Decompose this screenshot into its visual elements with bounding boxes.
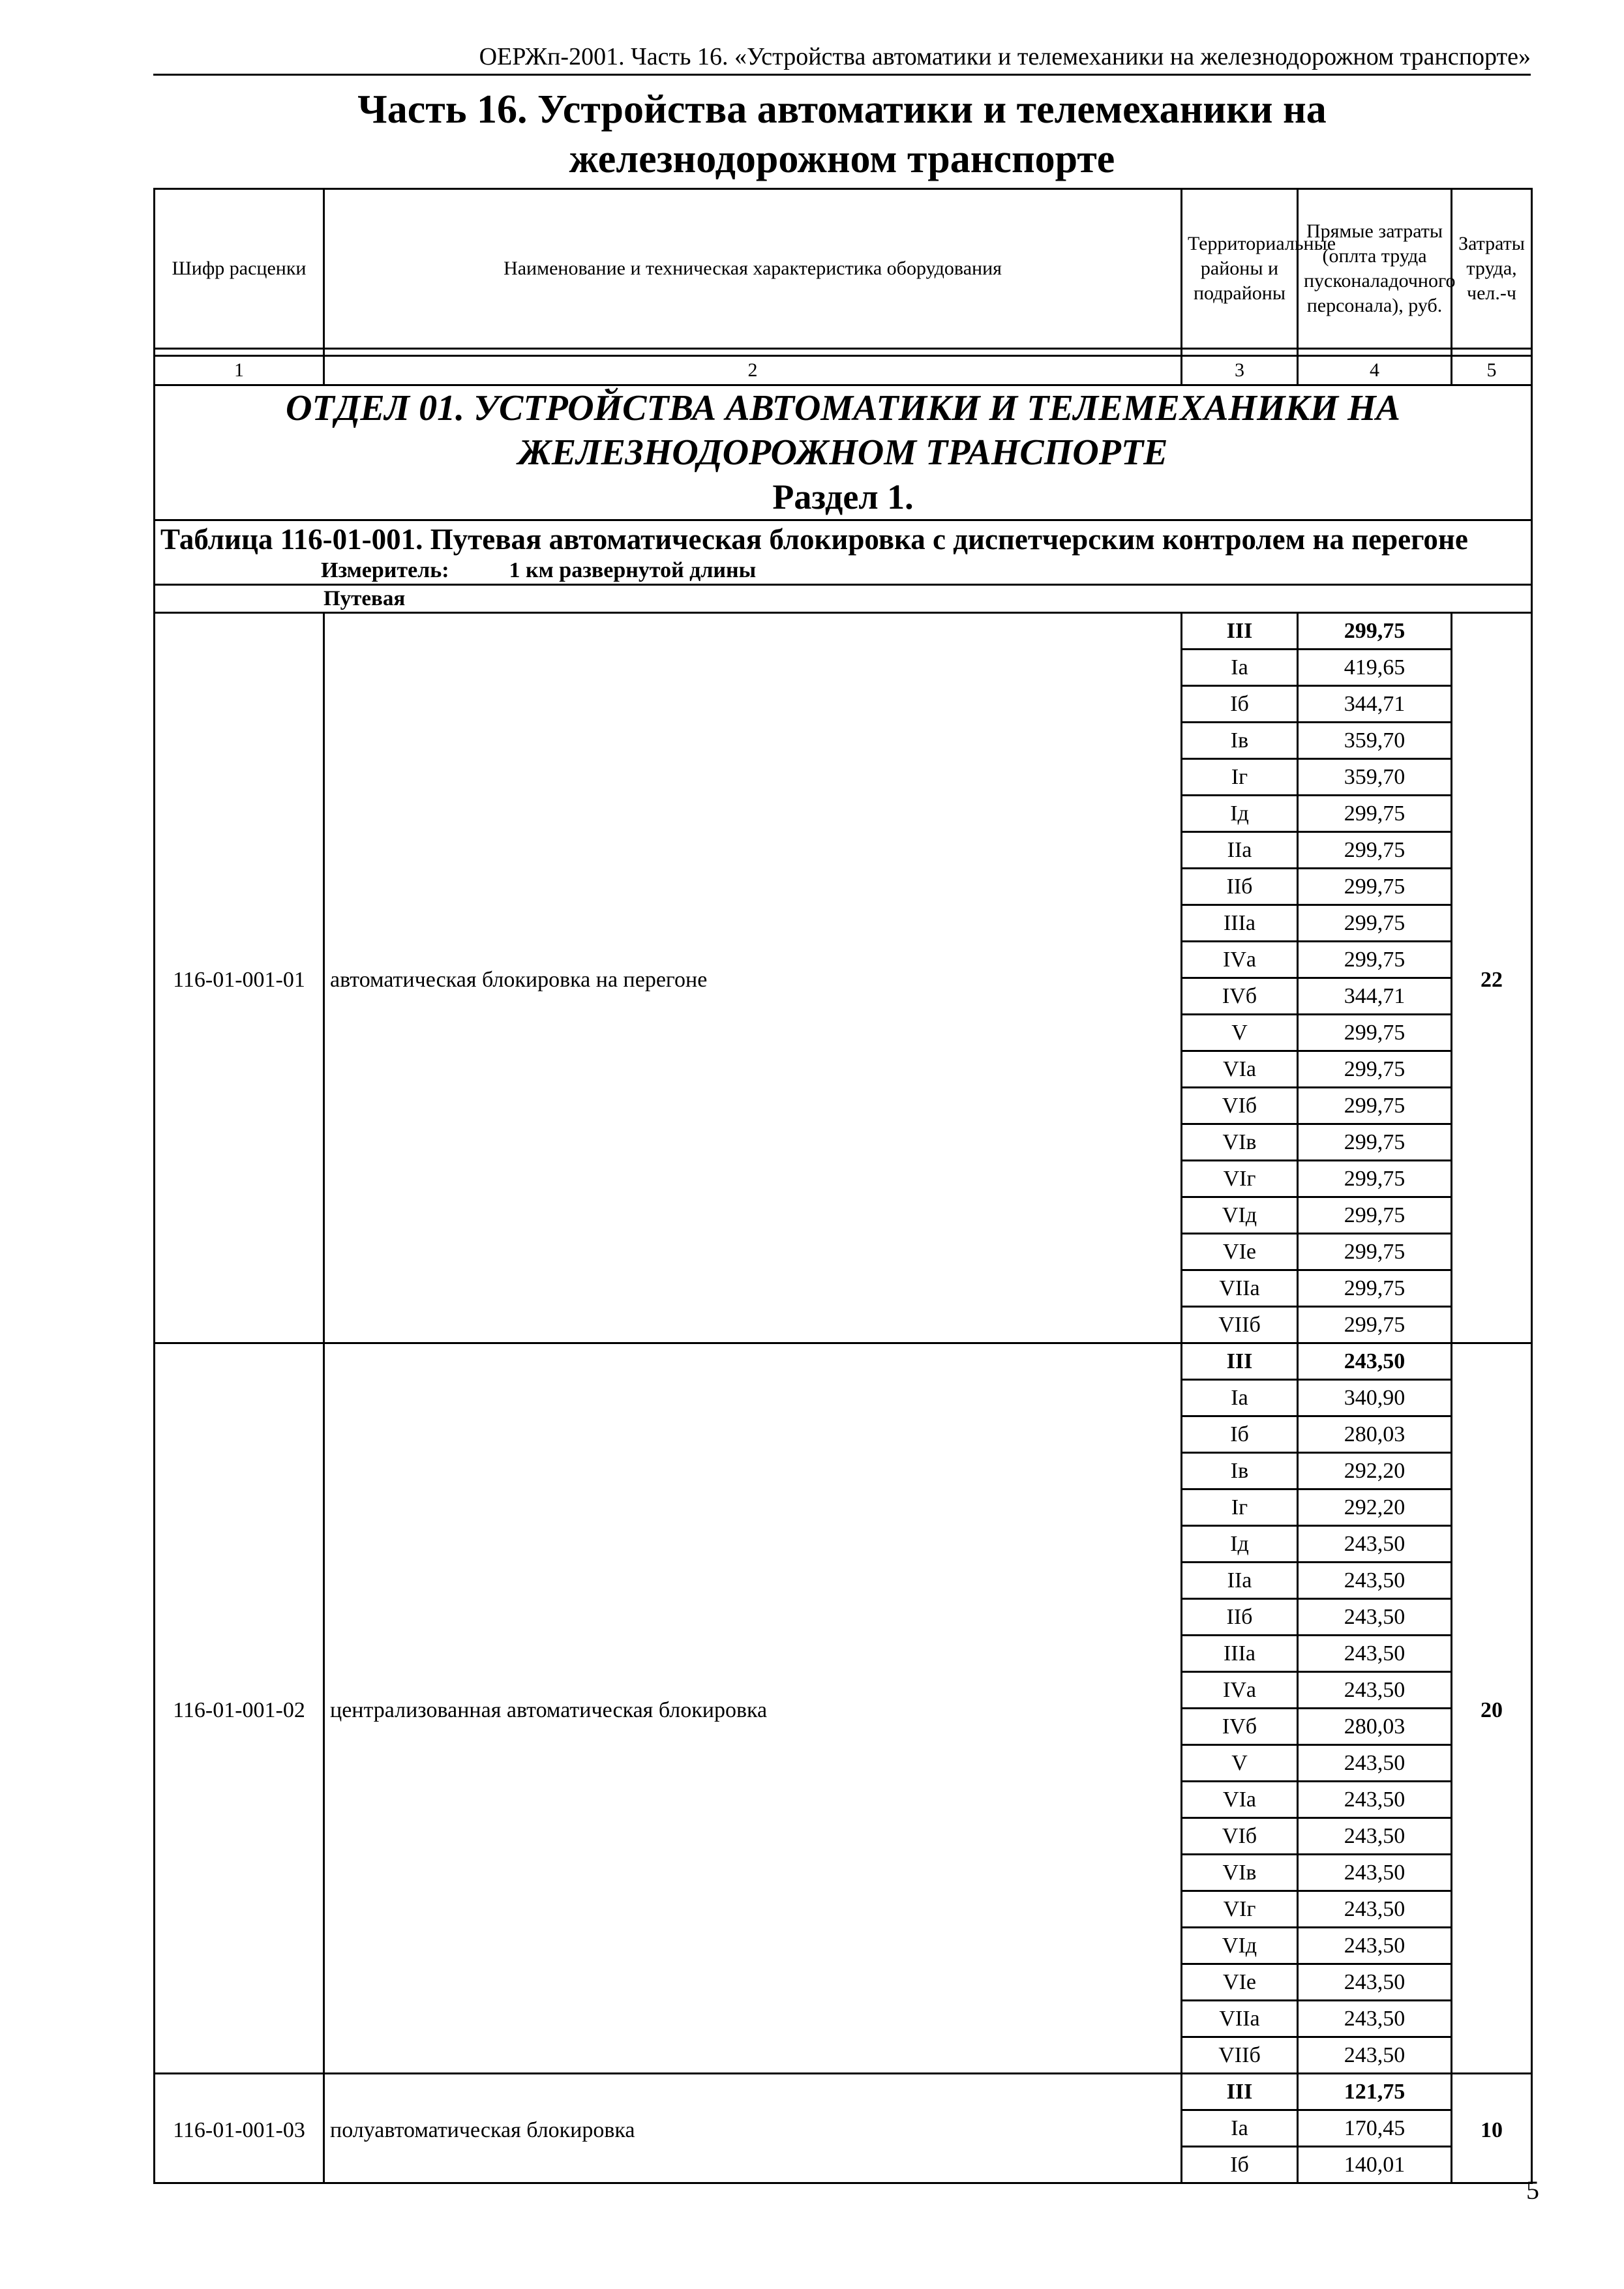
direct-cost: 121,75 (1298, 2074, 1452, 2110)
page-title-line-1: Часть 16. Устройства автоматики и телемеханики на (357, 87, 1327, 132)
column-header-row (155, 189, 1532, 349)
region-code: Iа (1182, 1380, 1298, 1416)
table-row (155, 2074, 1532, 2110)
labor-cost: 10 (1452, 2074, 1532, 2183)
region-code: Iб (1182, 686, 1298, 723)
direct-cost: 280,03 (1298, 1709, 1452, 1745)
direct-cost: 243,50 (1298, 1745, 1452, 1782)
running-header: ОЕРЖп-2001. Часть 16. «Устройства автоматики и телемеханики на железнодорожном транспорте» (479, 43, 1531, 70)
col-number-1: 1 (155, 356, 324, 385)
region-code: V (1182, 1015, 1298, 1051)
rate-code: 116-01-001-02 (155, 1343, 324, 2074)
region-code: Iг (1182, 1489, 1298, 1526)
direct-cost: 299,75 (1298, 942, 1452, 978)
labor-cost: 22 (1452, 613, 1532, 1343)
direct-cost: 299,75 (1298, 905, 1452, 942)
direct-cost: 344,71 (1298, 978, 1452, 1015)
direct-cost: 243,50 (1298, 1599, 1452, 1636)
region-code: VIб (1182, 1818, 1298, 1855)
rates-table (153, 188, 1533, 2184)
department-title-line-2: ЖЕЛЕЗНОДОРОЖНОМ ТРАНСПОРТЕ (518, 432, 1168, 473)
region-code: VIIб (1182, 2037, 1298, 2074)
section-title: Раздел 1. (772, 477, 914, 516)
region-code: VIе (1182, 1964, 1298, 2001)
equipment-name: полуавтоматическая блокировка (324, 2074, 1182, 2183)
region-code: VIа (1182, 1782, 1298, 1818)
direct-cost: 292,20 (1298, 1453, 1452, 1489)
region-code: Iд (1182, 1526, 1298, 1563)
labor-cost: 20 (1452, 1343, 1532, 2074)
region-code: III (1182, 2074, 1298, 2110)
direct-cost: 299,75 (1298, 1015, 1452, 1051)
direct-cost: 243,50 (1298, 2037, 1452, 2074)
direct-cost: 299,75 (1298, 613, 1452, 650)
direct-cost: 243,50 (1298, 1672, 1452, 1709)
direct-cost: 243,50 (1298, 1891, 1452, 1928)
direct-cost: 299,75 (1298, 1234, 1452, 1270)
region-code: VIIб (1182, 1307, 1298, 1343)
region-code: VIIа (1182, 2001, 1298, 2037)
direct-cost: 243,50 (1298, 2001, 1452, 2037)
direct-cost: 140,01 (1298, 2147, 1452, 2183)
region-code: IIIа (1182, 905, 1298, 942)
region-code: Iг (1182, 759, 1298, 796)
col-number-3: 3 (1182, 356, 1298, 385)
table-row (155, 613, 1532, 650)
direct-cost: 243,50 (1298, 1855, 1452, 1891)
col-header-labor: Затраты труда, чел.-ч (1452, 189, 1532, 349)
page-title-line-2: железнодорожном транспорте (569, 137, 1115, 181)
region-code: VIIа (1182, 1270, 1298, 1307)
direct-cost: 299,75 (1298, 832, 1452, 869)
direct-cost: 299,75 (1298, 1270, 1452, 1307)
direct-cost: 243,50 (1298, 1964, 1452, 2001)
table-row (155, 1343, 1532, 1380)
region-code: III (1182, 1343, 1298, 1380)
direct-cost: 419,65 (1298, 650, 1452, 686)
direct-cost: 243,50 (1298, 1563, 1452, 1599)
region-code: IIб (1182, 1599, 1298, 1636)
region-code: V (1182, 1745, 1298, 1782)
region-code: Iв (1182, 723, 1298, 759)
col-number-5: 5 (1452, 356, 1532, 385)
col-header-name: Наименование и техническая характеристика оборудования (324, 189, 1182, 349)
region-code: Iв (1182, 1453, 1298, 1489)
direct-cost: 243,50 (1298, 1526, 1452, 1563)
region-code: VIб (1182, 1088, 1298, 1124)
table-title-row (155, 520, 1532, 585)
region-code: Iб (1182, 1416, 1298, 1453)
direct-cost: 299,75 (1298, 1088, 1452, 1124)
group-label: Путевая (155, 585, 1532, 613)
direct-cost: 299,75 (1298, 1161, 1452, 1197)
measure-label: Измеритель: (321, 558, 449, 582)
direct-cost: 243,50 (1298, 1818, 1452, 1855)
region-code: IIа (1182, 1563, 1298, 1599)
region-code: VIд (1182, 1928, 1298, 1964)
direct-cost: 344,71 (1298, 686, 1452, 723)
measure-value: 1 км развернутой длины (509, 558, 757, 582)
direct-cost: 340,90 (1298, 1380, 1452, 1416)
region-code: VIв (1182, 1124, 1298, 1161)
region-code: Iб (1182, 2147, 1298, 2183)
direct-cost: 243,50 (1298, 1343, 1452, 1380)
region-code: IIб (1182, 869, 1298, 905)
region-code: IVб (1182, 978, 1298, 1015)
col-header-code: Шифр расценки (155, 189, 324, 349)
direct-cost: 359,70 (1298, 723, 1452, 759)
region-code: Iа (1182, 650, 1298, 686)
direct-cost: 299,75 (1298, 1307, 1452, 1343)
direct-cost: 243,50 (1298, 1928, 1452, 1964)
col-header-cost: Прямые затраты (оплта труда пусконаладочного персонала), руб. (1298, 189, 1452, 349)
direct-cost: 359,70 (1298, 759, 1452, 796)
department-heading (155, 385, 1532, 520)
region-code: IIIа (1182, 1636, 1298, 1672)
region-code: III (1182, 613, 1298, 650)
header-separator (155, 349, 1532, 356)
region-code: IVа (1182, 1672, 1298, 1709)
direct-cost: 170,45 (1298, 2110, 1452, 2147)
region-code: VIг (1182, 1891, 1298, 1928)
col-header-region: Территориальные районы и подрайоны (1182, 189, 1298, 349)
direct-cost: 299,75 (1298, 1124, 1452, 1161)
direct-cost: 299,75 (1298, 796, 1452, 832)
rate-code: 116-01-001-01 (155, 613, 324, 1343)
group-row (155, 585, 1532, 613)
region-code: VIа (1182, 1051, 1298, 1088)
col-number-2: 2 (324, 356, 1182, 385)
direct-cost: 292,20 (1298, 1489, 1452, 1526)
direct-cost: 243,50 (1298, 1782, 1452, 1818)
table-title-cell (155, 520, 1532, 585)
region-code: IVа (1182, 942, 1298, 978)
direct-cost: 299,75 (1298, 1051, 1452, 1088)
header-divider (153, 74, 1531, 76)
department-row (155, 385, 1532, 520)
direct-cost: 280,03 (1298, 1416, 1452, 1453)
region-code: IIа (1182, 832, 1298, 869)
col-number-4: 4 (1298, 356, 1452, 385)
table-title: Таблица 116-01-001. Путевая автоматическая блокировка с диспетчерским контролем на перегоне (160, 523, 1468, 556)
region-code: Iд (1182, 796, 1298, 832)
direct-cost: 243,50 (1298, 1636, 1452, 1672)
equipment-name: централизованная автоматическая блокировка (324, 1343, 1182, 2074)
region-code: VIд (1182, 1197, 1298, 1234)
measure-line (160, 558, 1526, 584)
region-code: VIг (1182, 1161, 1298, 1197)
page-title (153, 85, 1531, 184)
region-code: VIв (1182, 1855, 1298, 1891)
equipment-name: автоматическая блокировка на перегоне (324, 613, 1182, 1343)
direct-cost: 299,75 (1298, 1197, 1452, 1234)
direct-cost: 299,75 (1298, 869, 1452, 905)
page-number: 5 (1526, 2176, 1539, 2205)
rate-code: 116-01-001-03 (155, 2074, 324, 2183)
column-number-row (155, 356, 1532, 385)
region-code: Iа (1182, 2110, 1298, 2147)
department-title-line-1: ОТДЕЛ 01. УСТРОЙСТВА АВТОМАТИКИ И ТЕЛЕМЕХАНИКИ НА (286, 388, 1400, 428)
region-code: IVб (1182, 1709, 1298, 1745)
region-code: VIе (1182, 1234, 1298, 1270)
